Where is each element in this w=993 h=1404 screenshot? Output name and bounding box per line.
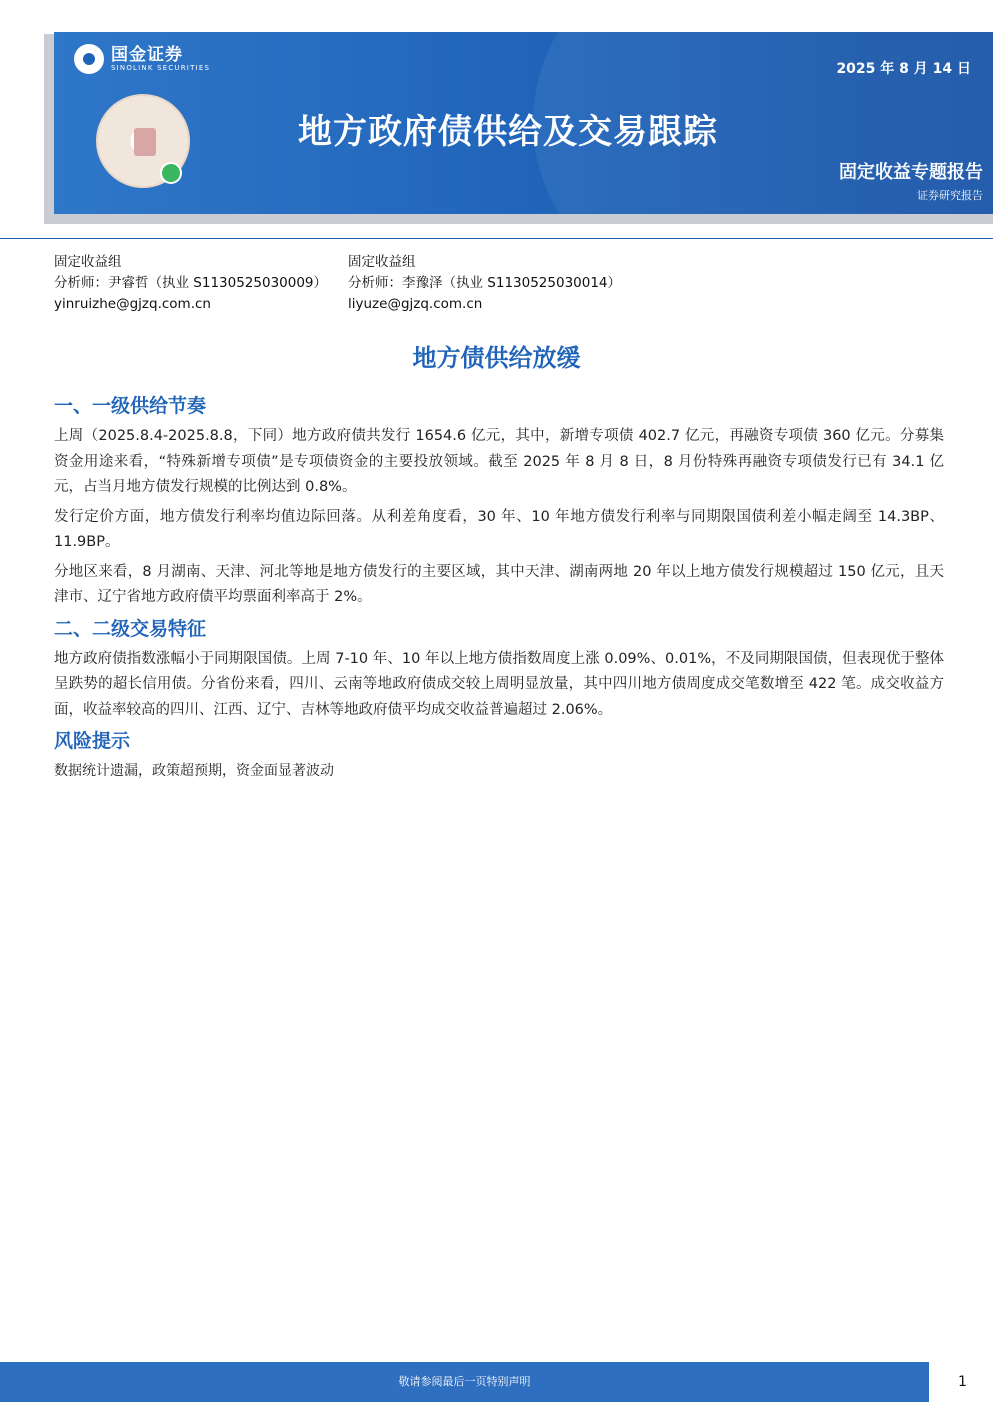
- section-heading: 一、一级供给节奏: [54, 395, 207, 417]
- company-logo: [74, 44, 210, 74]
- paragraph: 发行定价方面，地方债发行利率均值边际回落。从利差角度看，30 年、10 年地方债发行利率与同期限国债利差小幅走阔至 14.3BP、11.9BP。: [54, 508, 944, 550]
- author-block-1: [54, 252, 327, 315]
- main-title: 地方债供给放缓: [412, 344, 581, 372]
- author-group: 固定收益组: [348, 254, 416, 270]
- report-subtype: 证券研究报告: [917, 189, 983, 202]
- paragraph: 地方政府债指数涨幅小于同期限国债。上周 7-10 年、10 年以上地方债指数周度上涨 0.09%、0.01%，不及同期限国债，但表现优于整体呈跌势的超长信用债。分省份来看，四川、云南等地政府债成交较上周明显放量，其中四川地方债周度成交笔数增至 422 笔。成交收益方面，收益率较高的四川、江西、辽宁、吉林等地政府债平均成交收益普遍超过 2.06%。: [54, 650, 944, 718]
- author-analyst: 分析师：李豫泽（执业 S1130525030014）: [348, 275, 622, 291]
- page-number: 1: [958, 1374, 967, 1390]
- wechat-badge-icon: [160, 162, 182, 184]
- author-block-2: [348, 252, 621, 315]
- author-email[interactable]: liyuze@gjzq.com.cn: [348, 296, 483, 312]
- qr-center-logo: [134, 128, 156, 156]
- report-banner: [54, 32, 993, 214]
- section-heading: 二、二级交易特征: [54, 617, 207, 640]
- logo-icon: [74, 44, 104, 74]
- risk-heading: 风险提示: [54, 730, 131, 752]
- author-email[interactable]: yinruizhe@gjzq.com.cn: [54, 296, 211, 312]
- logo-en: SINOLINK SECURITIES: [111, 63, 211, 72]
- logo-cn: 国金证券: [111, 44, 183, 65]
- header-divider: [0, 238, 993, 239]
- risk-text: 数据统计遗漏，政策超预期，资金面显著波动: [54, 763, 334, 779]
- report-title: 地方政府债供给及交易跟踪: [298, 112, 718, 152]
- author-group: 固定收益组: [54, 254, 122, 270]
- report-body: [54, 392, 944, 783]
- paragraph: 分地区来看，8 月湖南、天津、河北等地是地方债发行的主要区域，其中天津、湖南两地 20 年以上地方债发行规模超过 150 亿元，且天津市、辽宁省地方政府债平均票面利率高于 2%。: [54, 563, 944, 605]
- footer-disclaimer: 敬请参阅最后一页特别声明: [398, 1375, 531, 1388]
- report-date: 2025 年 8 月 14 日: [836, 61, 971, 77]
- paragraph: 上周（2025.8.4-2025.8.8，下同）地方政府债共发行 1654.6 亿元，其中，新增专项债 402.7 亿元，再融资专项债 360 亿元。分募集资金用途来看，“特殊新增专项债”是专项债资金的主要投放领域。截至 2025 年 8 月 8 日，8 月份特殊再融资专项债发行已有 34.1 亿元，占当月地方债发行规模的比例达到 0.8%。: [54, 428, 944, 495]
- report-type: 固定收益专题报告: [839, 162, 983, 183]
- author-analyst: 分析师：尹睿哲（执业 S1130525030009）: [54, 275, 328, 291]
